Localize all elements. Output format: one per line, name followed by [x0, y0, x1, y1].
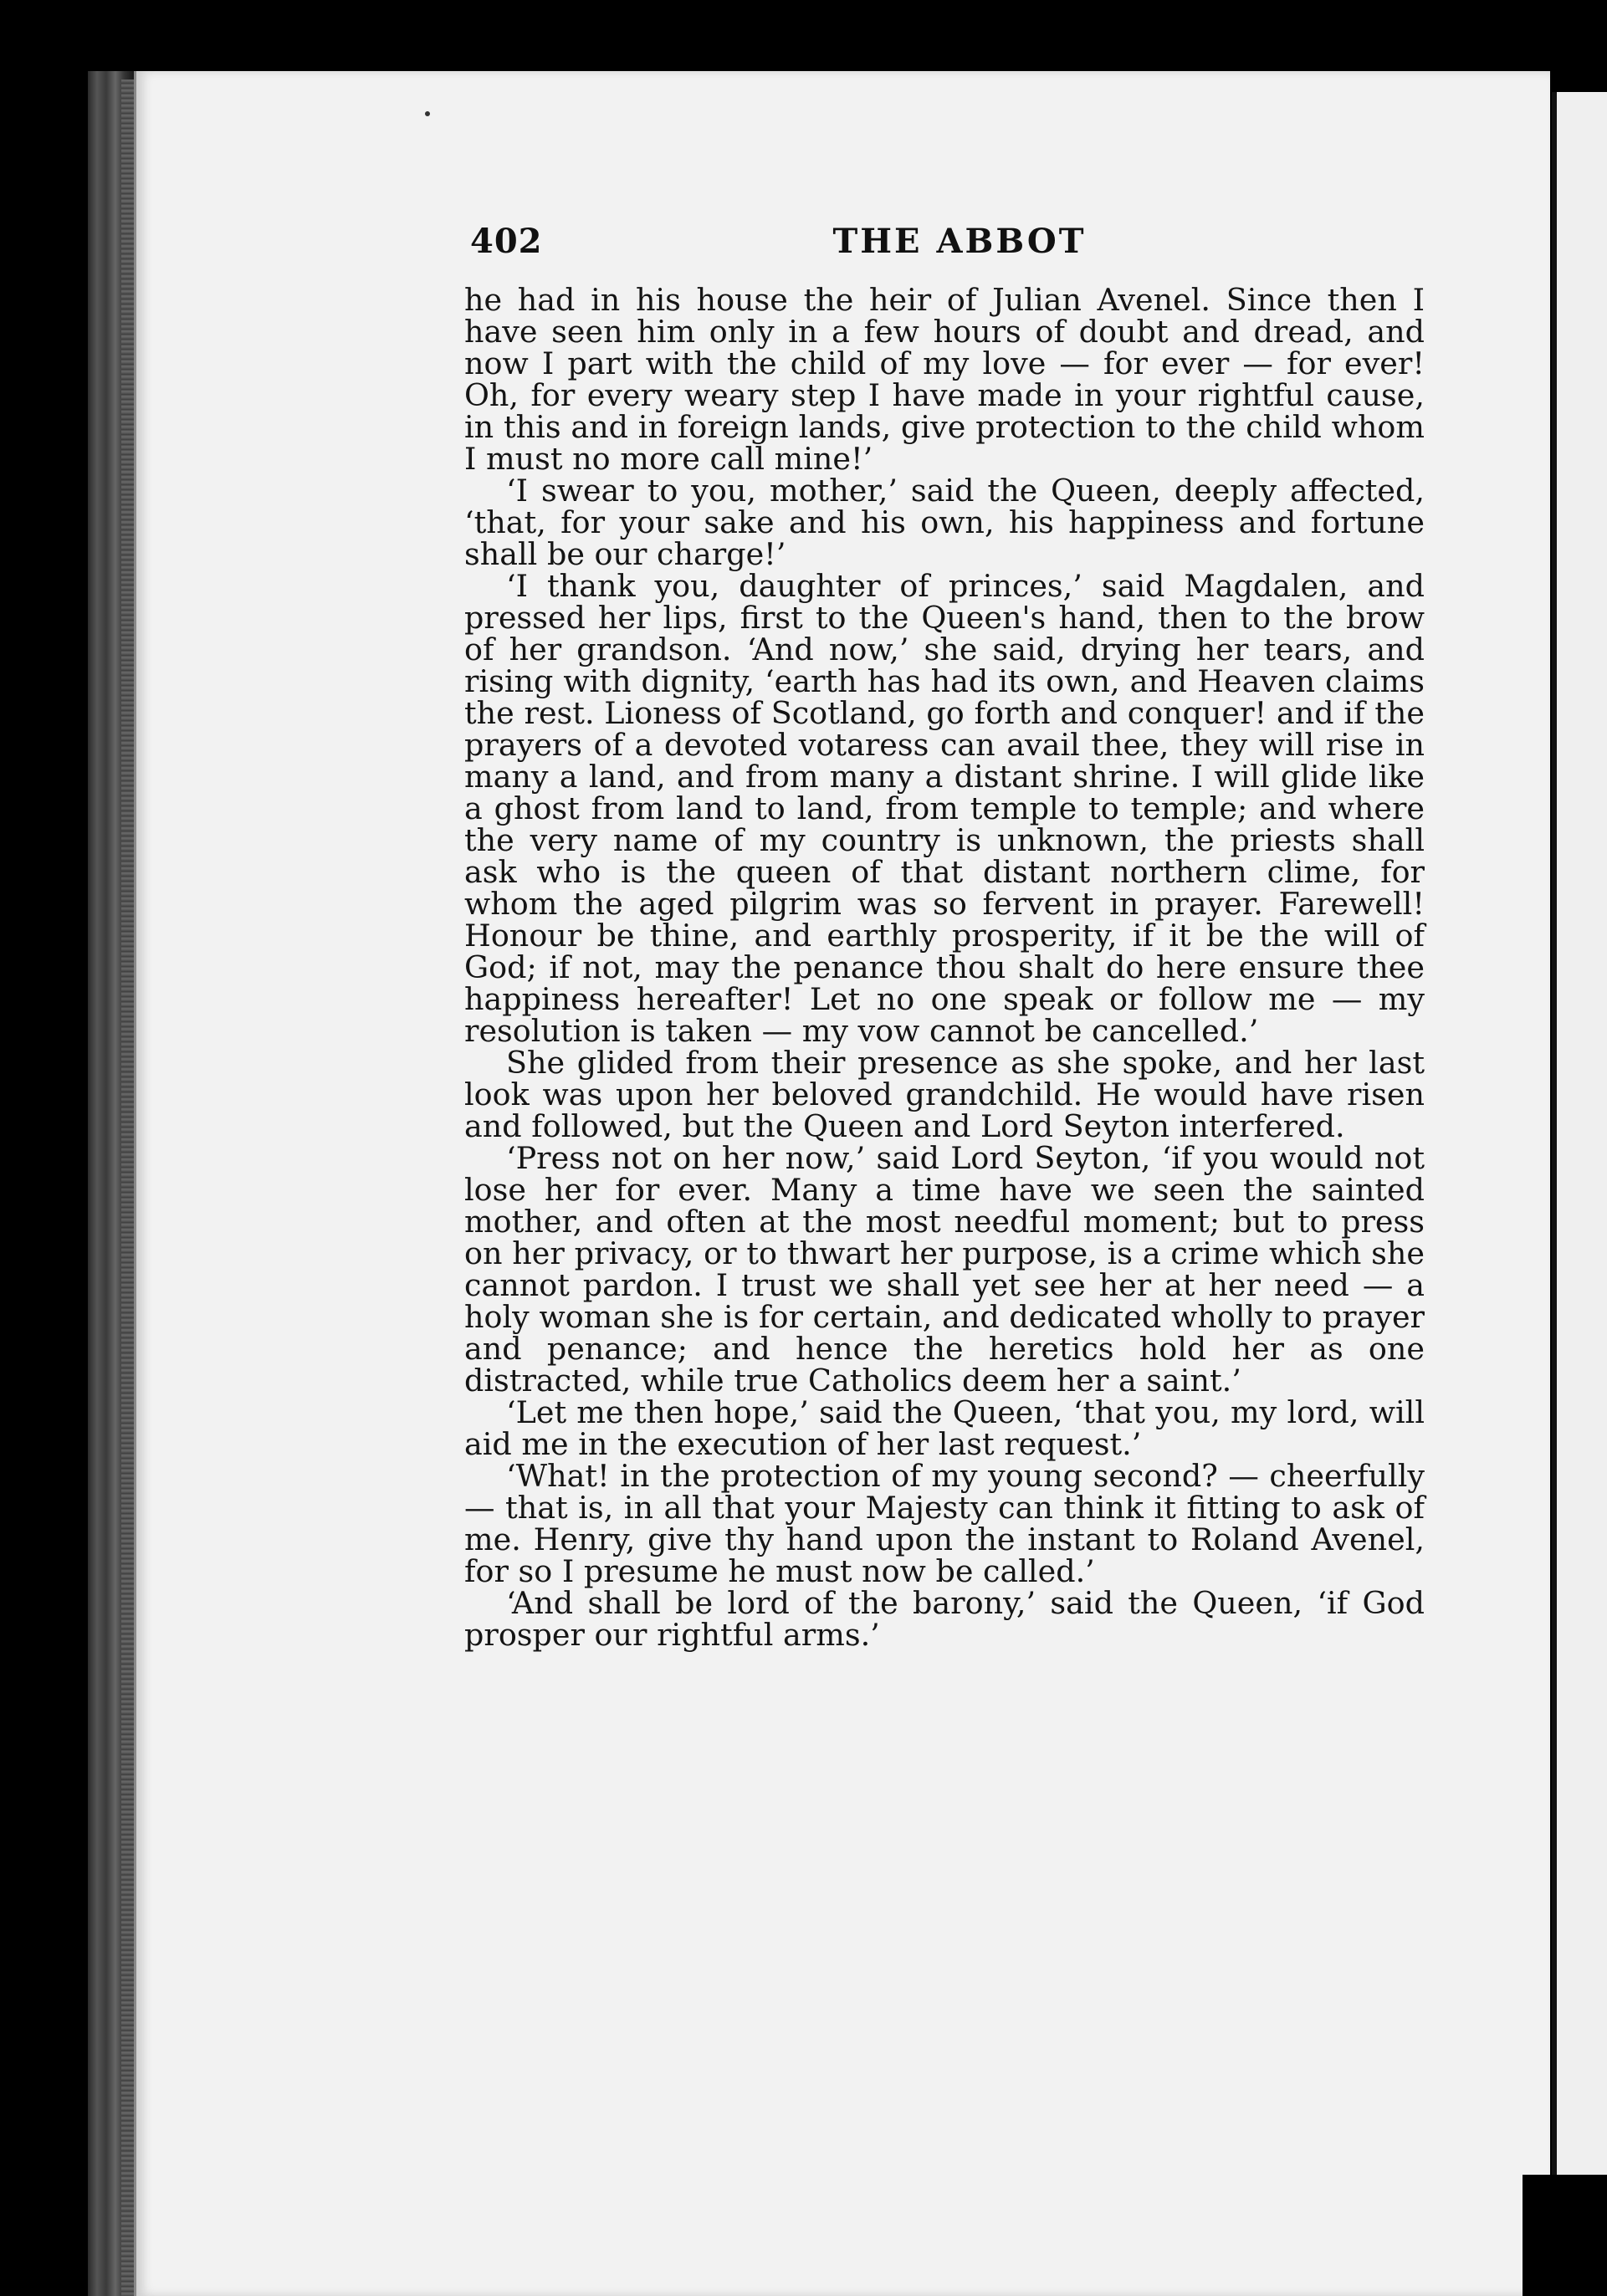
scan-speck: [425, 111, 430, 116]
paragraph-8: ‘And shall be lord of the barony,’ said the Queen, ‘if God prosper our rightful arms.’: [464, 1585, 1425, 1653]
scan-shadow: [1523, 2175, 1607, 2296]
paragraph-7: ‘What! in the protection of my young second? — cheerfully — that is, in all that your Majesty can think it fitting to ask of me. Henry, give thy hand upon the instant to Roland Avenel, for so I presume he must now be called.’: [464, 1458, 1425, 1589]
facing-page-edge: [1552, 92, 1607, 2296]
paragraph-4: She glided from their presence as she spoke, and her last look was upon her beloved grandchild. He would have risen and followed, but the Queen and Lord Seyton interfered.: [464, 1045, 1425, 1144]
paragraph-2: ‘I swear to you, mother,’ said the Queen, deeply affected, ‘that, for your sake and his own, his happiness and fortune shall be our charge!’: [464, 473, 1425, 572]
book-title: THE ABBOT: [832, 222, 1087, 261]
paragraph-1: he had in his house the heir of Julian Avenel. Since then I have seen him only in a few hours of doubt and dread, and now I part with the child of my love — for ever — for ever! Oh, for every weary step I have made in your rightful cause, in this and in foreign lands, give protection to the child whom I must no more call mine!’: [464, 282, 1425, 477]
running-head: [470, 222, 1424, 272]
paragraph-6: ‘Let me then hope,’ said the Queen, ‘that you, my lord, will aid me in the execution of her last request.’: [464, 1394, 1425, 1462]
page-number: 402: [470, 222, 543, 261]
body-text: [464, 284, 1425, 1651]
paragraph-3: ‘I thank you, daughter of princes,’ said Magdalen, and pressed her lips, first to the Queen's hand, then to the brow of her grandson. ‘And now,’ she said, drying her tears, and rising with dignity, ‘earth has had its own, and Heaven claims the rest. Lioness of Scotland, go forth and conquer! and if the prayers of a devoted votaress can avail thee, they will rise in many a land, and from many a distant shrine. I will glide like a ghost from land to land, from temple to temple; and where the very name of my country is unknown, the priests shall ask who is the queen of that distant northern clime, for whom the aged pilgrim was so fervent in prayer. Farewell! Honour be thine, and earthly prosperity, if it be the will of God; if not, may the penance thou shalt do here ensure thee happiness hereafter! Let no one speak or follow me — my resolution is taken — my vow cannot be cancelled.’: [464, 568, 1425, 1049]
paragraph-5: ‘Press not on her now,’ said Lord Seyton, ‘if you would not lose her for ever. Many a time have we seen the sainted mother, and often at the most needful moment; but to press on her privacy, or to thwart her purpose, is a crime which she cannot pardon. I trust we shall yet see her at her need — a holy woman she is for certain, and dedicated wholly to prayer and penance; and hence the heretics hold her as one distracted, while true Catholics deem her a saint.’: [464, 1140, 1425, 1399]
